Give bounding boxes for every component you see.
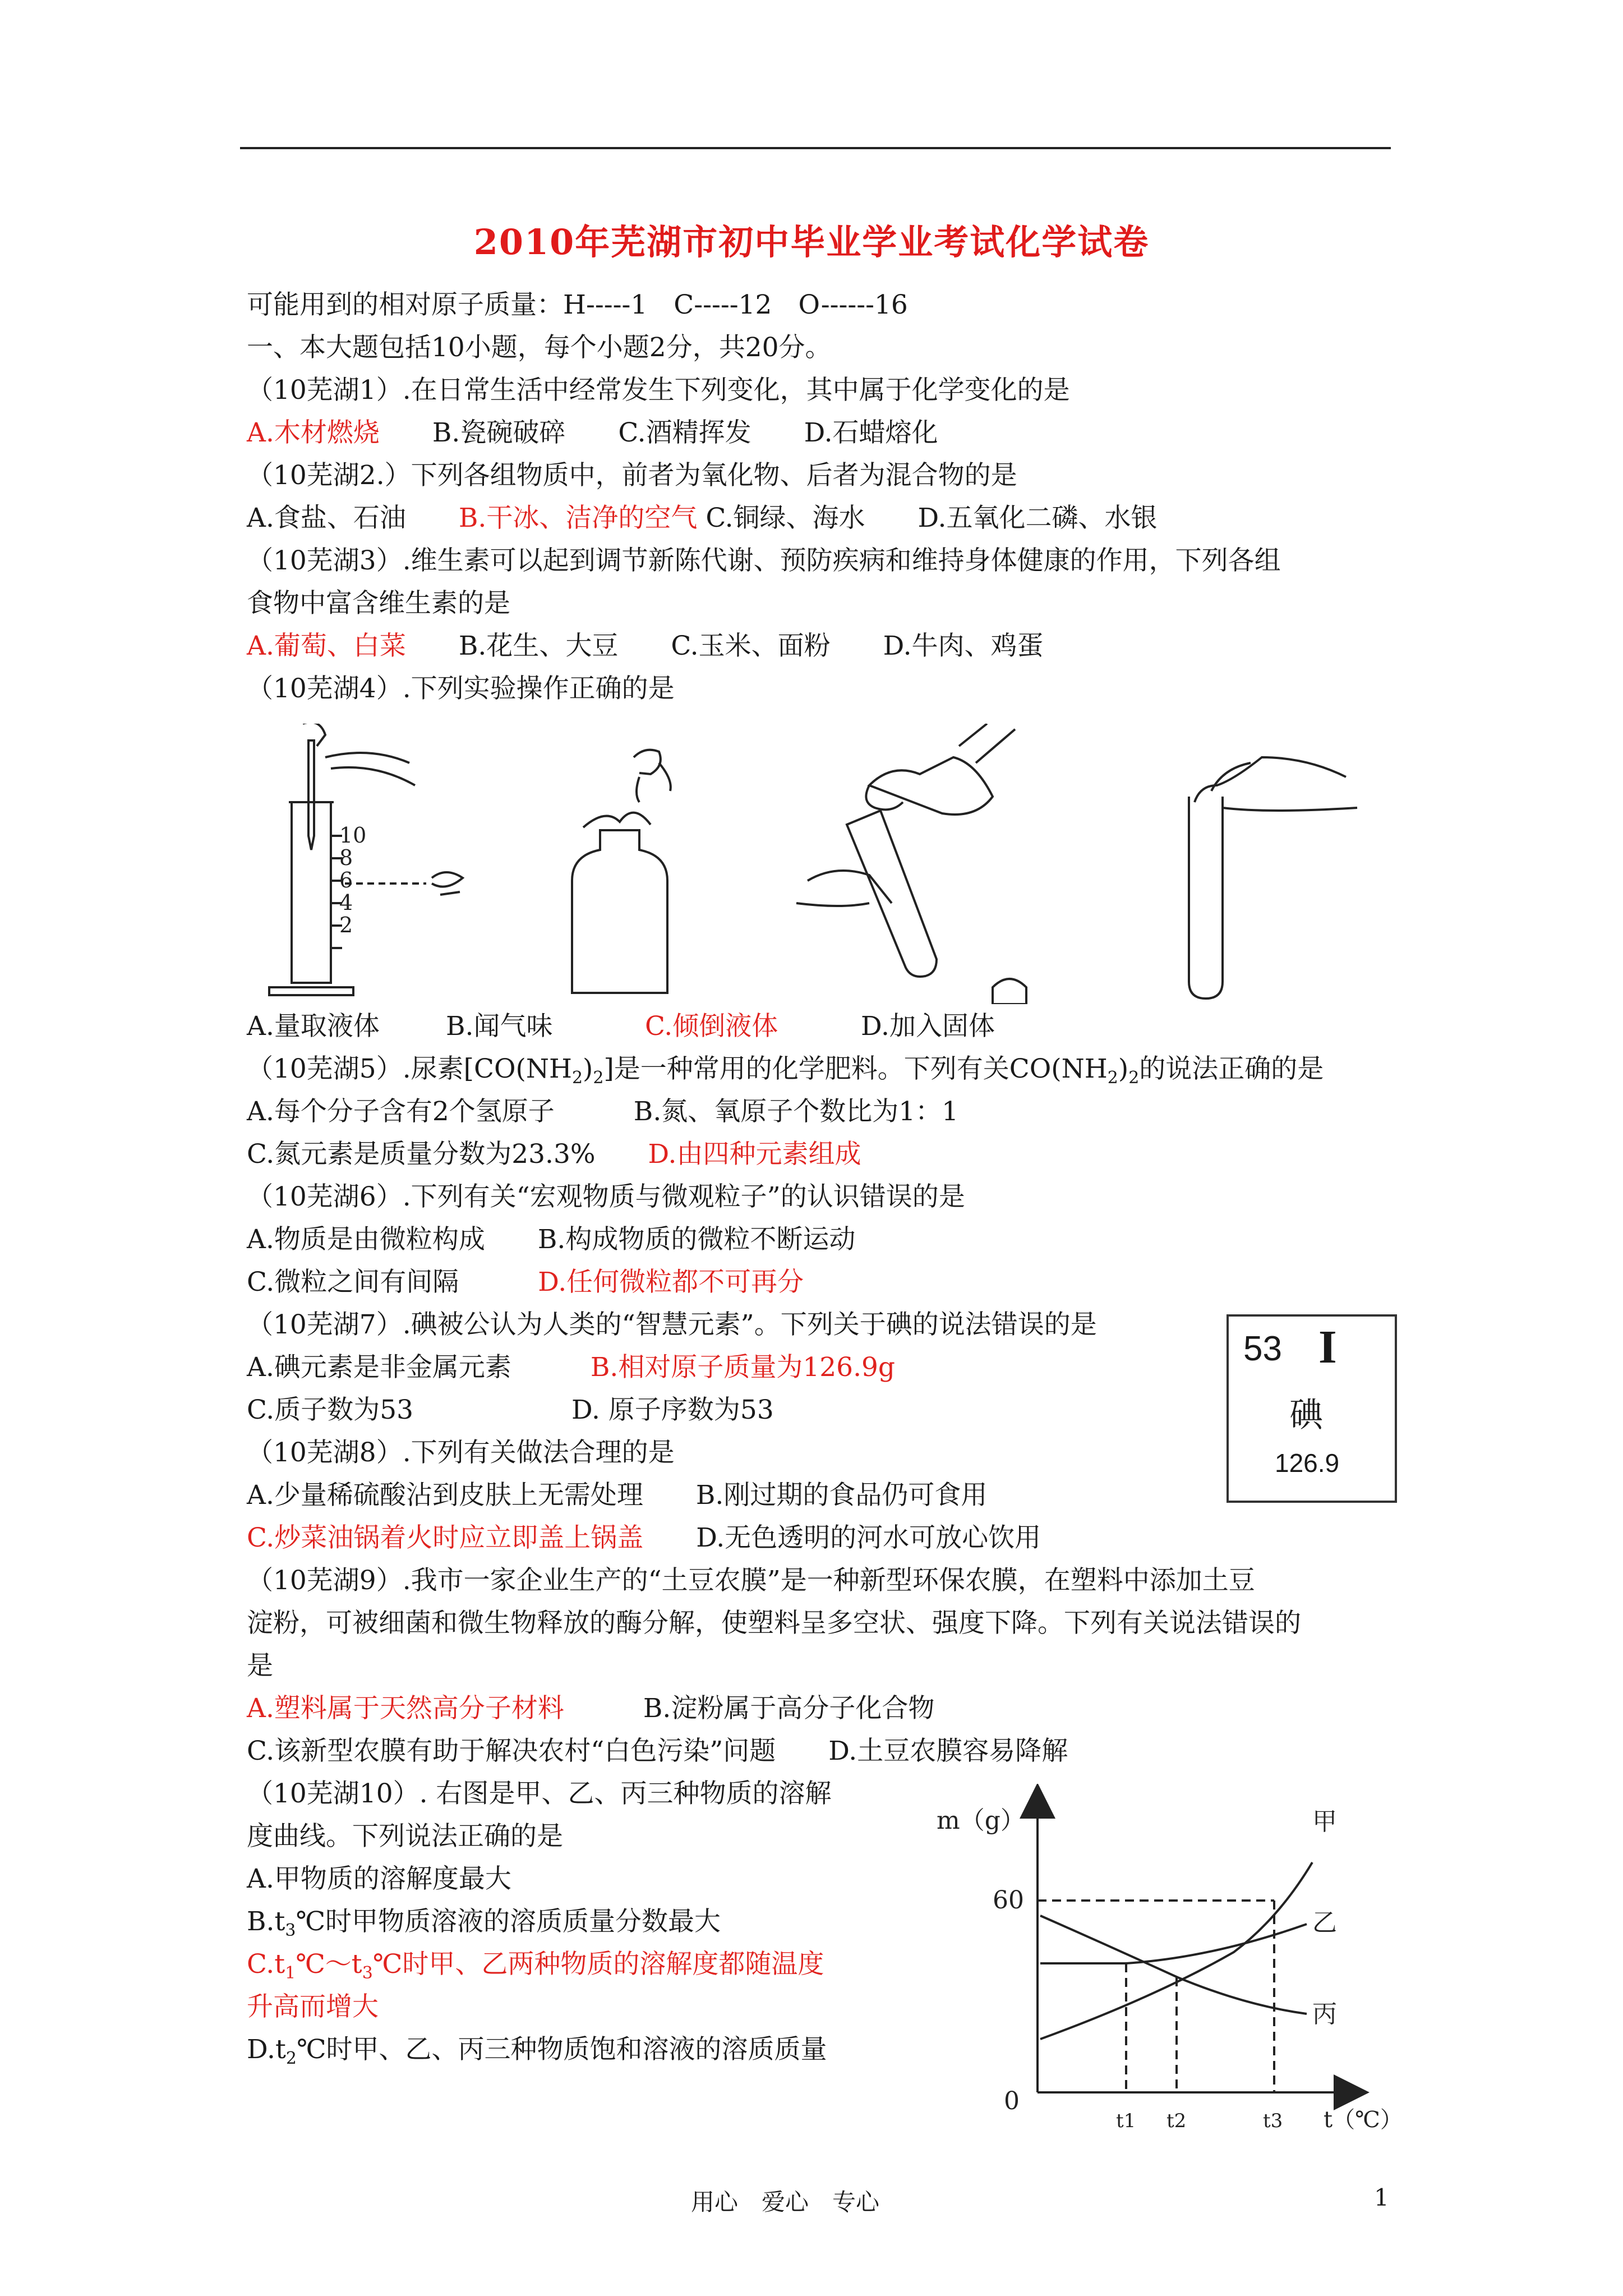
question-4: （10芜湖4）.下列实验操作正确的是 [247,673,675,704]
question-3-line-1: （10芜湖3）.维生素可以起到调节新陈代谢、预防疾病和维持身体健康的作用，下列各组 [247,545,1281,576]
question-2-options [247,501,1158,535]
question-5: （10芜湖5）.尿素$[CO(NH_2)_2]$是一种常用的化学肥料。下列有关$CO(NH_2)_2$的说法正确的是 [247,1053,1324,1088]
q5-answer: D.由四种元素组成 [648,1139,861,1170]
section-heading: 一、本大题包括10小题，每个小题2分，共20分。 [247,332,832,363]
question-3-options [247,629,1044,663]
question-3-line-2: 食物中富含维生素的是 [247,588,510,619]
question-2: （10芜湖2.）下列各组物质中，前者为氧化物、后者为混合物的是 [247,460,1017,491]
q2-option-a: A.食盐、石油 [247,503,459,533]
question-9-line-1: （10芜湖9）.我市一家企业生产的“土豆农膜”是一种新型环保农膜，在塑料中添加土豆 [247,1565,1255,1596]
question-8: （10芜湖8）.下列有关做法合理的是 [247,1437,675,1468]
cylinder-mark-2: 2 [339,913,353,937]
y-tick-60: 60 [993,1886,1024,1915]
question-10-line-2: 度曲线。下列说法正确的是 [247,1821,563,1852]
series-label-bing: 丙 [1312,2000,1337,2028]
element-symbol: I [1318,1321,1337,1373]
q4-option-b: B.闻气味 [446,1011,553,1042]
question-8-options-ab: A.少量稀硫酸沾到皮肤上无需处理 B.刚过期的食品仍可食用 [247,1480,988,1511]
lab-operations-figure [247,724,1368,1004]
question-7-options-ab: A.碘元素是非金属元素 B.相对原子质量为126.9g [247,1352,896,1383]
question-6-options-cd: C.微粒之间有间隔 D.任何微粒都不可再分 [247,1267,804,1297]
question-10-answer-line-2: 升高而增大 [247,1991,379,2022]
q9-answer: A.塑料属于天然高分子材料 [247,1693,564,1724]
curve-yi [1040,1924,1307,1963]
x-tick-t2: t2 [1166,2110,1187,2132]
page-number: 1 [1374,2184,1389,2211]
question-10-line-1: （10芜湖10）. 右图是甲、乙、丙三种物质的溶解 [247,1778,832,1809]
q1-other-options: B.瓷碗破碎 C.酒精挥发 D.石蜡熔化 [379,417,938,448]
pouring-liquid-illustration [796,724,1026,1004]
question-9-line-3: 是 [247,1650,273,1681]
q6-answer: D.任何微粒都不可再分 [538,1267,804,1297]
cylinder-mark-10: 10 [339,823,367,848]
footer-motto: 用心 爱心 专心 [691,2188,880,2216]
x-tick-t1: t1 [1116,2110,1136,2132]
cylinder-mark-8: 8 [339,845,353,870]
question-5-options-cd: C.氮元素是质量分数为23.3% D.由四种元素组成 [247,1139,861,1170]
question-6-options-ab: A.物质是由微粒构成 B.构成物质的微粒不断运动 [247,1224,856,1255]
measuring-cylinder-illustration [269,724,463,995]
x-tick-t3: t3 [1263,2110,1283,2132]
cylinder-mark-6: 6 [339,868,353,892]
element-name: 碘 [1289,1396,1323,1435]
iodine-element-card [1227,1314,1397,1503]
origin-label: 0 [1004,2087,1020,2115]
q2-answer: B.干冰、洁净的空气 [458,503,698,533]
q2-other-options: C.铜绿、海水 D.五氧化二磷、水银 [697,503,1158,533]
atomic-mass-line: 可能用到的相对原子质量：H-----1 C-----12 O------16 [247,289,908,320]
question-7-options-cd: C.质子数为53 D. 原子序数为53 [247,1395,774,1425]
question-10-option-a: A.甲物质的溶解度最大 [247,1864,511,1894]
question-1: （10芜湖1）.在日常生活中经常发生下列变化，其中属于化学变化的是 [247,375,1070,406]
header-rule [240,147,1391,149]
question-10-option-d: $D.t_2℃$时甲、乙、丙三种物质饱和溶液的溶质质量 [247,2034,827,2068]
question-8-options-cd: C.炒菜油锅着火时应立即盖上锅盖 D.无色透明的河水可放心饮用 [247,1522,1041,1553]
solubility-chart [920,1784,1413,2143]
atomic-number: 53 [1243,1329,1282,1368]
atomic-mass: 126.9 [1275,1448,1340,1478]
question-1-options [247,416,938,450]
test-tube-illustration [1189,757,1357,999]
q3-answer: A.葡萄、白菜 [247,631,406,661]
page-title: 2010年芜湖市初中毕业学业考试化学试卷 [473,222,1150,263]
question-9-options-ab: A.塑料属于天然高分子材料 B.淀粉属于高分子化合物 [247,1693,935,1724]
question-6: （10芜湖6）.下列有关“宏观物质与微观粒子”的认识错误的是 [247,1181,965,1212]
q3-other-options: B.花生、大豆 C.玉米、面粉 D.牛肉、鸡蛋 [405,631,1044,661]
question-9-line-2: 淀粉，可被细菌和微生物释放的酶分解，使塑料呈多空状、强度下降。下列有关说法错误的 [247,1608,1301,1639]
question-10-option-b: $B.t_3℃$时甲物质溶液的溶质质量分数最大 [247,1906,721,1940]
q4-option-d: D.加入固体 [861,1011,995,1042]
q7-answer: B.相对原子质量为126.9g [590,1352,896,1383]
series-label-jia: 甲 [1312,1807,1337,1836]
curve-bing [1040,1916,1307,2014]
series-label-yi: 乙 [1312,1908,1337,1937]
y-axis-label: m（g） [937,1806,1025,1835]
smelling-bottle-illustration [572,750,671,993]
question-10-answer: $C.t_1℃\sim t_3℃$时甲、乙两种物质的溶解度都随温度 [247,1949,824,1983]
x-axis-label: t（℃） [1324,2107,1403,2133]
cylinder-mark-4: 4 [339,890,353,915]
question-9-options-cd: C.该新型农膜有助于解决农村“白色污染”问题 D.土豆农膜容易降解 [247,1736,1068,1766]
q4-answer: C.倾倒液体 [645,1011,778,1042]
q8-answer: C.炒菜油锅着火时应立即盖上锅盖 [247,1522,644,1553]
question-5-options-ab: A.每个分子含有2个氢原子 B.氮、氧原子个数比为1：1 [247,1096,959,1127]
q4-option-a: A.量取液体 [247,1011,380,1042]
question-7: （10芜湖7）.碘被公认为人类的“智慧元素”。下列关于碘的说法错误的是 [247,1309,1097,1340]
q1-answer: A.木材燃烧 [247,417,380,448]
